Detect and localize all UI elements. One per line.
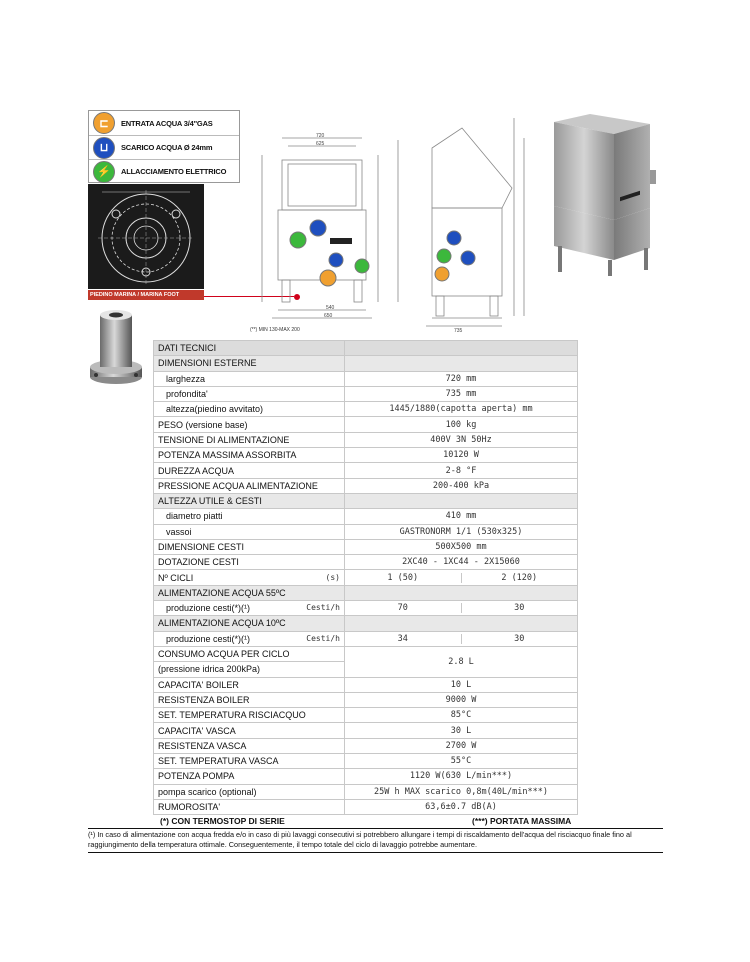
table-row (154, 386, 578, 401)
electric-icon: ⚡ (93, 161, 115, 183)
divider (88, 852, 663, 853)
row-label: POTENZA POMPA (154, 769, 345, 784)
legend-water-inlet (89, 111, 239, 135)
row-label: SET. TEMPERATURA VASCA (154, 754, 345, 769)
table-row (154, 463, 578, 478)
table-row (154, 723, 578, 738)
table-row (154, 417, 578, 432)
dim-label: 625 (316, 141, 325, 147)
row-label: DOTAZIONE CESTI (154, 555, 345, 570)
dim-label: 735 (454, 328, 463, 333)
foot-caption: PIEDINO MARINA / MARINA FOOT (88, 290, 204, 300)
row-label: RUMOROSITA' (154, 799, 345, 814)
footnote-termostop: (*) CON TERMOSTOP DI SERIE (160, 816, 285, 826)
row-value: 30 (514, 603, 525, 614)
table-row (154, 371, 578, 386)
row-label: pompa scarico (optional) (154, 784, 345, 799)
table-row (154, 769, 578, 784)
row-label: produzione cesti(*)(¹) (166, 633, 251, 644)
table-row (154, 692, 578, 707)
spec-table (153, 340, 578, 815)
row-label: profondita' (154, 386, 345, 401)
side-view-drawing (402, 108, 534, 333)
row-value: 2-8 °F (345, 463, 578, 478)
table-row (154, 539, 578, 554)
row-value: 10 L (345, 677, 578, 692)
dim-label: 540 (326, 305, 335, 311)
row-unit: (s) (325, 572, 340, 582)
table-row (154, 754, 578, 769)
table-row (154, 631, 578, 646)
row-value: 2 (120) (501, 572, 538, 583)
table-row (154, 799, 578, 814)
row-value: 34 (345, 634, 462, 644)
footnote-text: (¹) In caso di alimentazione con acqua fredda e/o in caso di più lavaggi consecutivi si potrebbero allungare i tempi di riscaldamento dell'acqua del risciacquo finale fino al raggiungimento della temperatura ottimale. Conseguentemente, il tempo totale del ciclo di lavaggio potrebbe aumentare. (88, 830, 632, 849)
row-label: CAPACITA' BOILER (154, 677, 345, 692)
row-label: RESISTENZA BOILER (154, 692, 345, 707)
table-row (154, 585, 578, 600)
table-row (154, 493, 578, 508)
row-label: larghezza (154, 371, 345, 386)
row-label: RESISTENZA VASCA (154, 738, 345, 753)
row-value: 1445/1880(capotta aperta) mm (345, 402, 578, 417)
front-view-drawing (248, 130, 408, 335)
legend-electric (89, 159, 239, 183)
dishwasher-photo (550, 110, 662, 280)
row-value: 55°C (345, 754, 578, 769)
row-value: 30 (514, 633, 525, 644)
water-inlet-icon: ⊏ (93, 112, 115, 134)
row-value: 100 kg (345, 417, 578, 432)
table-row (154, 616, 578, 631)
table-row (154, 478, 578, 493)
row-label: DIMENSIONI ESTERNE (154, 356, 345, 371)
table-row (154, 738, 578, 753)
row-label: ALIMENTAZIONE ACQUA 55ºC (154, 585, 345, 600)
foot-height-note: (**) MIN 130-MAX 200 (250, 327, 300, 333)
legend-label: ENTRATA ACQUA 3/4"GAS (121, 118, 213, 128)
row-value: 63,6±0.7 dB(A) (345, 799, 578, 814)
row-label: ALIMENTAZIONE ACQUA 10ºC (154, 616, 345, 631)
row-value: 735 mm (345, 386, 578, 401)
table-row (154, 784, 578, 799)
row-label: Nº CICLI (158, 572, 194, 583)
row-value: 1 (50) (345, 573, 462, 583)
row-label: CONSUMO ACQUA PER CICLO (154, 646, 345, 661)
table-row (154, 524, 578, 539)
table-row (154, 555, 578, 570)
table-row (154, 708, 578, 723)
row-value: 1120 W(630 L/min***) (345, 769, 578, 784)
dim-label: 650 (324, 313, 333, 319)
table-row (154, 570, 578, 585)
legend-label: SCARICO ACQUA Ø 24mm (121, 143, 213, 152)
marina-foot-photo (86, 305, 146, 387)
row-value: 30 L (345, 723, 578, 738)
row-label: SET. TEMPERATURA RISCIACQUO (154, 708, 345, 723)
table-row (154, 432, 578, 447)
row-value: 10120 W (345, 448, 578, 463)
row-value: 410 mm (345, 509, 578, 524)
row-label: DUREZZA ACQUA (154, 463, 345, 478)
divider (88, 828, 663, 829)
row-label: ALTEZZA UTILE & CESTI (154, 493, 345, 508)
table-row (154, 448, 578, 463)
connection-legend (88, 110, 240, 183)
row-label: POTENZA MASSIMA ASSORBITA (154, 448, 345, 463)
row-unit: Cesti/h (306, 633, 340, 643)
row-value: 2.8 L (345, 646, 578, 677)
table-row (154, 601, 578, 616)
row-value: 720 mm (345, 371, 578, 386)
row-label: CAPACITA' VASCA (154, 723, 345, 738)
row-label: diametro piatti (154, 509, 345, 524)
row-label: PRESSIONE ACQUA ALIMENTAZIONE (154, 478, 345, 493)
row-label: (pressione idrica 200kPa) (154, 662, 345, 677)
row-value: GASTRONORM 1/1 (530x325) (345, 524, 578, 539)
table-row (154, 646, 578, 661)
row-label: altezza(piedino avvitato) (154, 402, 345, 417)
table-header: DATI TECNICI (154, 341, 345, 356)
row-label: TENSIONE DI ALIMENTAZIONE (154, 432, 345, 447)
dim-label: 720 (316, 133, 325, 139)
legend-label: ALLACCIAMENTO ELETTRICO (121, 167, 227, 176)
row-label: DIMENSIONE CESTI (154, 539, 345, 554)
row-value: 500X500 mm (345, 539, 578, 554)
table-row (154, 677, 578, 692)
table-row (154, 356, 578, 371)
row-value: 9000 W (345, 692, 578, 707)
water-drain-icon: ⊔ (93, 137, 115, 159)
legend-water-drain (89, 135, 239, 159)
table-header-row (154, 341, 578, 356)
row-value: 200-400 kPa (345, 478, 578, 493)
footnote-portata: (***) PORTATA MASSIMA (472, 816, 572, 826)
row-value: 85°C (345, 708, 578, 723)
table-row (154, 402, 578, 417)
table-row (154, 509, 578, 524)
row-value: 400V 3N 50Hz (345, 432, 578, 447)
marina-foot-drawing (88, 184, 204, 289)
row-label: produzione cesti(*)(¹) (166, 603, 251, 614)
row-label: PESO (versione base) (154, 417, 345, 432)
row-value: 25W h MAX scarico 0,8m(40L/min***) (345, 784, 578, 799)
row-value: 70 (345, 603, 462, 613)
row-label: vassoi (154, 524, 345, 539)
row-value: 2XC40 - 1XC44 - 2X15060 (345, 555, 578, 570)
row-unit: Cesti/h (306, 603, 340, 613)
row-value: 2700 W (345, 738, 578, 753)
